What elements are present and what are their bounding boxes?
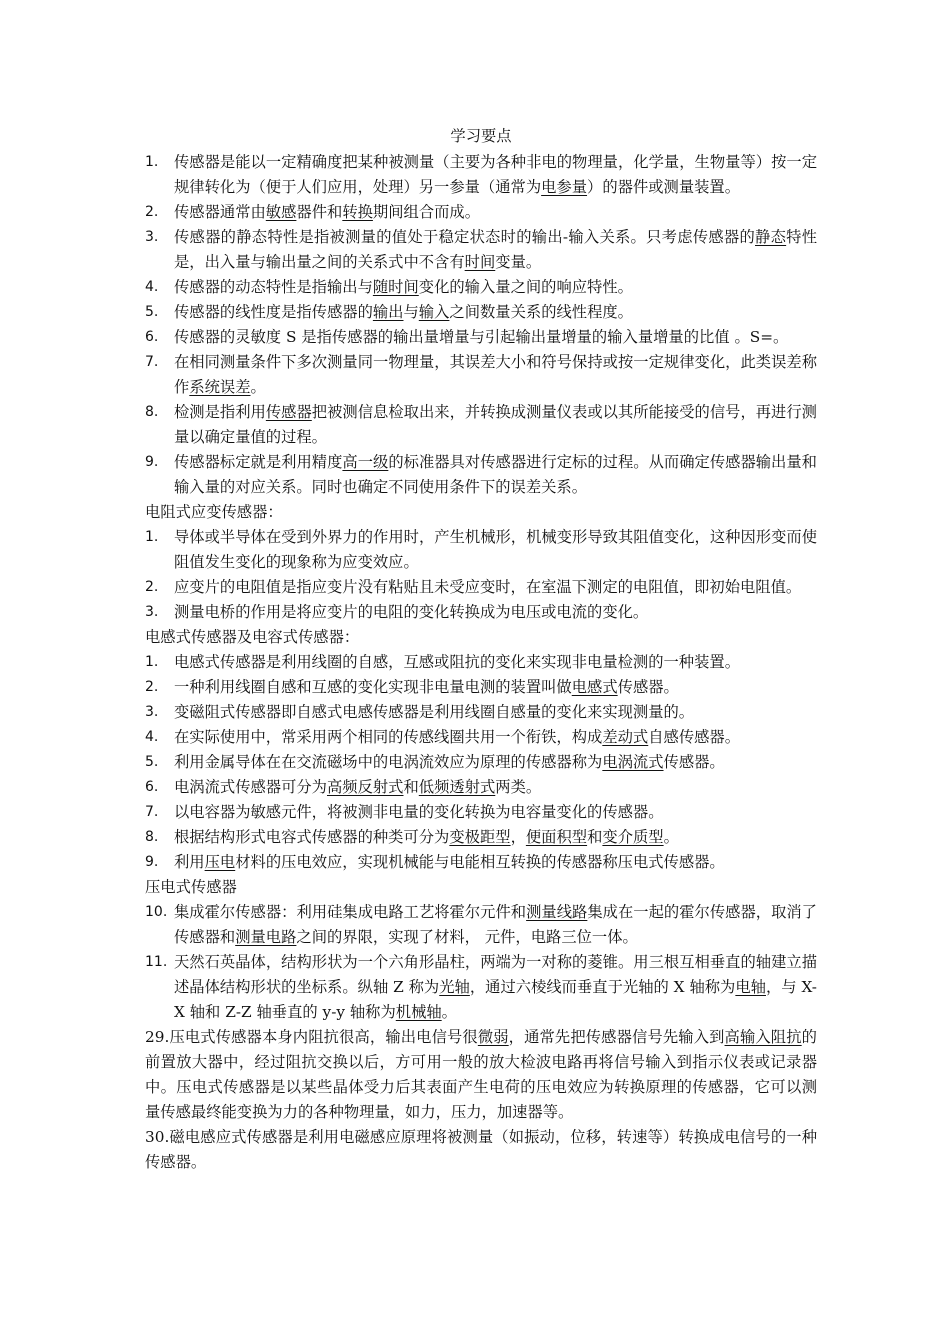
list-item [145, 800, 817, 825]
paragraph [145, 1025, 817, 1125]
section-heading: 电感式传感器及电容式传感器： [145, 628, 360, 646]
list-item-text [174, 678, 679, 696]
list-item-text [174, 453, 817, 496]
list-item [145, 200, 817, 225]
list-item-number: 1. [145, 654, 159, 670]
text-run: 传感器通常由 [174, 203, 266, 221]
paragraph [145, 1125, 817, 1175]
list-item-number: 8. [145, 829, 159, 845]
text-run: 天然石英晶体，结构形状为一个六角形晶柱，两端为一对称的菱锥。用三根互相垂直的轴建立描述晶体结构形状的坐标系。纵轴 Z 称为 [174, 953, 817, 996]
list-item [145, 600, 817, 625]
list-item [145, 450, 817, 500]
text-run: 电感式传感器是利用线圈的自感，互感或阻抗的变化来实现非电量检测的一种装置。 [174, 653, 740, 671]
text-run: 器件和 [296, 203, 343, 221]
text-run: 传感器标定就是利用精度 [174, 453, 343, 471]
underlined-term: 变极距型 [449, 828, 511, 846]
text-run: 传感器。 [617, 678, 679, 696]
underlined-term: 变介质型 [602, 828, 664, 846]
list-item [145, 275, 817, 300]
section-heading: 压电式传感器 [145, 878, 237, 896]
text-run: 在相同测量条件下多次测量同一物理量，其误差大小和符号保持或按一定规律变化，此类误差称作 [174, 353, 817, 396]
list-item-text [174, 228, 817, 271]
text-run: 传感器的静态特性是指被测量的值处于稳定状态时的输出-输入关系。只考虑传感器的 [174, 228, 756, 246]
list-item-number: 1. [145, 529, 159, 545]
text-run: 和 [587, 828, 603, 846]
list-item-number: 1. [145, 154, 159, 170]
list-item-text [174, 903, 817, 946]
underlined-term: 电参量 [541, 178, 588, 196]
underlined-term: 差动式 [602, 728, 649, 746]
list-item-number: 3. [145, 229, 159, 245]
text-run: 把被测信息检取出来，并转换成测量仪表或以其所能接受的信号，再进行测量以确定量值的过程。 [174, 403, 817, 446]
text-run: 特性是，出入量与输出量之间的关系式中不含有 [174, 228, 817, 271]
text-run: 传感器。 [663, 753, 725, 771]
text-run: 。 [663, 828, 679, 846]
list-item [145, 400, 817, 450]
list-item [145, 650, 817, 675]
underlined-term: 输入 [418, 303, 450, 321]
underlined-term: 压电 [204, 853, 236, 871]
list-item-number: 4. [145, 729, 159, 745]
underlined-term: 机械轴 [395, 1003, 442, 1021]
list-item [145, 150, 817, 200]
underlined-term: 敏感 [265, 203, 297, 221]
list-item-text [174, 703, 694, 721]
text-run: 传感器的动态特性是指输出与 [174, 278, 373, 296]
list-item-text [174, 403, 817, 446]
list-item-text [174, 328, 788, 346]
list-item-text [174, 353, 817, 396]
text-run: 集成在一起的霍尔传感器，取消了传感器和 [174, 903, 817, 946]
underlined-term: 高频反射式 [326, 778, 404, 796]
text-run: ，与 X-X 轴和 Z-Z 轴垂直的 y-y 轴称为 [174, 978, 817, 1021]
section-heading: 电阻式应变传感器： [145, 503, 283, 521]
list-item [145, 850, 817, 875]
list-item [145, 700, 817, 725]
underlined-term: 传感器 [265, 403, 312, 421]
text-run: 与 [403, 303, 419, 321]
list-item-number: 6. [145, 779, 159, 795]
underlined-term: 静态 [755, 228, 787, 246]
list-item-number: 9. [145, 454, 159, 470]
list-item-text [174, 753, 725, 771]
list-item [145, 775, 817, 800]
list-item [145, 725, 817, 750]
list-item-number: 7. [145, 354, 159, 370]
list-item-number: 5. [145, 754, 159, 770]
list-item [145, 525, 817, 575]
list-item-number: 10. [145, 904, 168, 920]
text-run: 电涡流式传感器可分为 [174, 778, 327, 796]
underlined-term: 高输入阻抗 [724, 1028, 802, 1046]
list-item-text [174, 803, 664, 821]
text-run: 之间的界限，实现了材料， 元件，电路三位一体。 [296, 928, 638, 946]
list-item-text [174, 528, 817, 571]
underlined-term: 测量线路 [526, 903, 588, 921]
underlined-term: 输出 [372, 303, 404, 321]
list-item-number: 2. [145, 679, 159, 695]
text-run: 应变片的电阻值是指应变片没有粘贴且未受应变时，在室温下测定的电阻值，即初始电阻值。 [174, 578, 802, 596]
text-run: ，通常先把传感器信号先输入到 [508, 1028, 725, 1046]
text-run: 变磁阻式传感器即自感式电感传感器是利用线圈自感量的变化来实现测量的。 [174, 703, 695, 721]
text-run: 材料的压电效应，实现机械能与电能相互转换的传感器称压电式传感器。 [235, 853, 725, 871]
document-title: 学习要点 [450, 127, 512, 145]
list-item [145, 225, 817, 275]
text-run: 导体或半导体在受到外界力的作用时，产生机械形，机械变形导致其阻值变化，这种因形变而使阻值发生变化的现象称为应变效应。 [174, 528, 817, 571]
list-item-text [174, 653, 740, 671]
text-run: ，通过六棱线而垂直于光轴的 X 轴称为 [469, 978, 736, 996]
list-item-number: 11. [145, 954, 168, 970]
underlined-term: 电涡流式 [602, 753, 664, 771]
list-item-text [174, 278, 633, 296]
underlined-term: 微弱 [477, 1028, 509, 1046]
list-item-number: 8. [145, 404, 159, 420]
list-item-number: 2. [145, 204, 159, 220]
underlined-term: 电轴 [735, 978, 766, 996]
text-run: 测量电桥的作用是将应变片的电阻的变化转换成为电压或电流的变化。 [174, 603, 649, 621]
text-run: 。 [250, 378, 266, 396]
document-content [145, 150, 817, 1175]
text-run: 29.压电式传感器本身内阻抗很高，输出电信号很 [145, 1028, 478, 1046]
text-run: 期间组合而成。 [372, 203, 481, 221]
text-run: 根据结构形式电容式传感器的种类可分为 [174, 828, 450, 846]
text-run: 和 [403, 778, 419, 796]
document-body [145, 124, 817, 1175]
list-item-number: 4. [145, 279, 159, 295]
list-item-text [174, 953, 817, 1021]
underlined-term: 电感式 [571, 678, 618, 696]
list-item-number: 3. [145, 704, 159, 720]
list-item [145, 900, 817, 950]
text-run: 集成霍尔传感器：利用硅集成电路工艺将霍尔元件和 [174, 903, 527, 921]
list-item-text [174, 578, 801, 596]
underlined-term: 低频透射式 [418, 778, 496, 796]
list-item [145, 825, 817, 850]
list-item-text [174, 828, 679, 846]
list-item [145, 575, 817, 600]
text-run: 自感传感器。 [648, 728, 741, 746]
list-item-number: 6. [145, 329, 159, 345]
underlined-term: 系统误差 [189, 378, 251, 396]
text-run: 的标准器具对传感器进行定标的过程。从而确定传感器输出量和输入量的对应关系。同时也确定不同使用条件下的误差关系。 [174, 453, 817, 496]
text-run: 以电容器为敏感元件，将被测非电量的变化转换为电容量变化的传感器。 [174, 803, 664, 821]
text-run: 30.磁电感应式传感器是利用电磁感应原理将被测量（如振动，位移，转速等）转换成电信号的一种传感器。 [145, 1128, 817, 1171]
text-run: 利用 [174, 853, 205, 871]
text-run: 两类。 [495, 778, 542, 796]
list-item-text [174, 303, 633, 321]
list-item [145, 950, 817, 1025]
text-run: ， [510, 828, 526, 846]
text-run: ）的器件或测量装置。 [587, 178, 741, 196]
list-item-number: 3. [145, 604, 159, 620]
text-run: 传感器的线性度是指传感器的 [174, 303, 373, 321]
text-run: 变化的输入量之间的响应特性。 [418, 278, 633, 296]
list-item-text [174, 853, 725, 871]
list-item-number: 5. [145, 304, 159, 320]
list-item [145, 350, 817, 400]
text-run: 传感器的灵敏度 S 是指传感器的输出量增量与引起输出量增量的输入量增量的比值 。S=。 [174, 328, 789, 346]
text-run: 的前置放大器中，经过阻抗交换以后，方可用一般的放大检波电路再将信号输入到指示仪表或记录器中。压电式传感器是以某些晶体受力后其表面产生电荷的压电效应为转换原理的传感器，它可以测量传感最终能变换为力的各种物理量，如力，压力，加速器等。 [145, 1028, 817, 1121]
text-run: 利用金属导体在在交流磁场中的电涡流效应为原理的传感器称为 [174, 753, 603, 771]
text-run: 一种利用线圈自感和互感的变化实现非电量电测的装置叫做 [174, 678, 572, 696]
text-run: 检测是指利用 [174, 403, 266, 421]
list-item-text [174, 203, 480, 221]
list-item-text [174, 153, 817, 196]
text-run: 之间数量关系的线性程度。 [449, 303, 633, 321]
list-item-number: 7. [145, 804, 159, 820]
list-item-text [174, 603, 648, 621]
list-item-text [174, 728, 740, 746]
underlined-term: 时间 [464, 253, 496, 271]
underlined-term: 转换 [342, 203, 373, 221]
list-item [145, 325, 817, 350]
text-run: 。 [441, 1003, 457, 1021]
underlined-term: 测量电路 [235, 928, 297, 946]
list-item [145, 675, 817, 700]
list-item [145, 300, 817, 325]
underlined-term: 高一级 [342, 453, 389, 471]
text-run: 传感器是能以一定精确度把某种被测量（主要为各种非电的物理量，化学量，生物量等）按一定规律转化为（便于人们应用，处理）另一参量（通常为 [174, 153, 817, 196]
underlined-term: 便面积型 [525, 828, 588, 846]
underlined-term: 光轴 [439, 978, 470, 996]
list-item-number: 2. [145, 579, 159, 595]
list-item-text [174, 778, 541, 796]
underlined-term: 随时间 [372, 278, 419, 296]
text-run: 变量。 [495, 253, 542, 271]
list-item-number: 9. [145, 854, 159, 870]
list-item [145, 750, 817, 775]
text-run: 在实际使用中，常采用两个相同的传感线圈共用一个衔铁，构成 [174, 728, 603, 746]
